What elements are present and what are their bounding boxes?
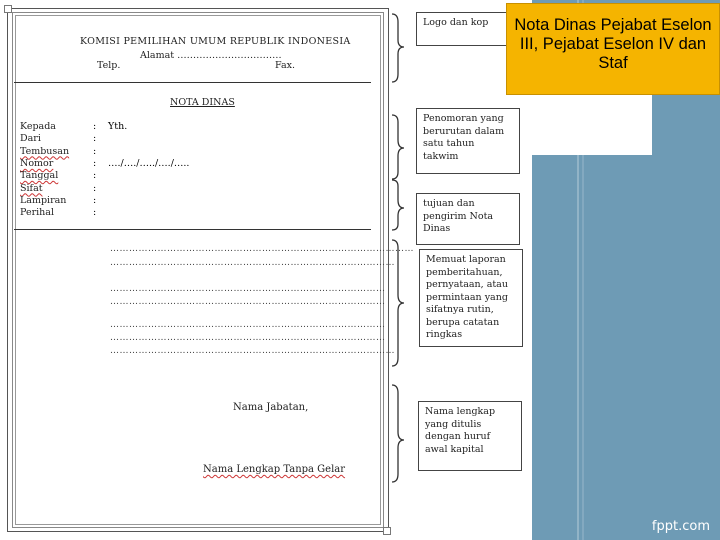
field-label: Kepada (20, 121, 56, 132)
body-line: ……………………………………………………………………………… (110, 258, 395, 268)
field-label: Sifat (20, 182, 43, 194)
watermark: fppt.com (651, 519, 710, 534)
body-line: …………………………………………………………………………………… (110, 244, 414, 254)
body-line: …………………………………………………………………………… (110, 297, 386, 307)
field-colon: : (93, 145, 97, 157)
field-colon: : (93, 133, 97, 145)
body-line: …………………………………………………………………………… (110, 284, 386, 294)
brace-logo-icon (392, 14, 404, 82)
callout-penomoran: Penomoran yang berurutan dalam satu tahun takwim (416, 108, 520, 174)
callout-isi: Memuat laporan pemberitahuan, pernyataan, atau permintaan yang sifatnya rutin, berupa catatan ringkas (419, 249, 523, 347)
body-line: …………………………………………………………………………… (110, 333, 386, 343)
field-colon: : (93, 182, 97, 194)
field-label: Nomor (20, 157, 54, 169)
brace-nomor-icon (392, 115, 404, 179)
brace-nama-icon (392, 385, 404, 482)
document-header-fax: Fax. (275, 60, 295, 71)
field-colon: : (93, 194, 97, 206)
signature-name: Nama Lengkap Tanpa Gelar (203, 464, 346, 475)
field-colon: : (93, 157, 97, 169)
document-header-telp: Telp. (97, 60, 121, 71)
field-label: Dari (20, 133, 41, 145)
callout-tujuan-pengirim: tujuan dan pengirim Nota Dinas (416, 193, 520, 245)
slide-title: Nota Dinas Pejabat Eselon III, Pejabat Eselon IV dan Staf (506, 3, 720, 95)
callout-nama-lengkap: Nama lengkap yang ditulis dengan huruf awal kapital (418, 401, 522, 471)
body-line: …………………………………………………………………………… (110, 320, 386, 330)
field-label: Tembusan (20, 145, 70, 157)
brace-isi-icon (392, 240, 404, 366)
field-colon: : (93, 121, 97, 132)
field-colon: : (93, 207, 97, 219)
document-header-institution: KOMISI PEMILIHAN UMUM REPUBLIK INDONESIA (80, 36, 351, 47)
signature-position: Nama Jabatan, (233, 402, 309, 413)
field-label: Perihal (20, 207, 54, 219)
field-colon: : (93, 170, 97, 182)
brace-tujuan-icon (392, 180, 404, 230)
body-line: ……………………………………………………………………………… (110, 346, 395, 356)
document-header-address: Alamat …………………………… (140, 50, 282, 61)
field-value: …./…./…../…./….. (108, 157, 190, 169)
field-value: Yth. (108, 121, 128, 132)
field-label: Tanggal (20, 170, 59, 182)
document-title: NOTA DINAS (170, 97, 235, 108)
callout-logo-kop: Logo dan kop (416, 12, 514, 46)
field-label: Lampiran (20, 194, 67, 206)
